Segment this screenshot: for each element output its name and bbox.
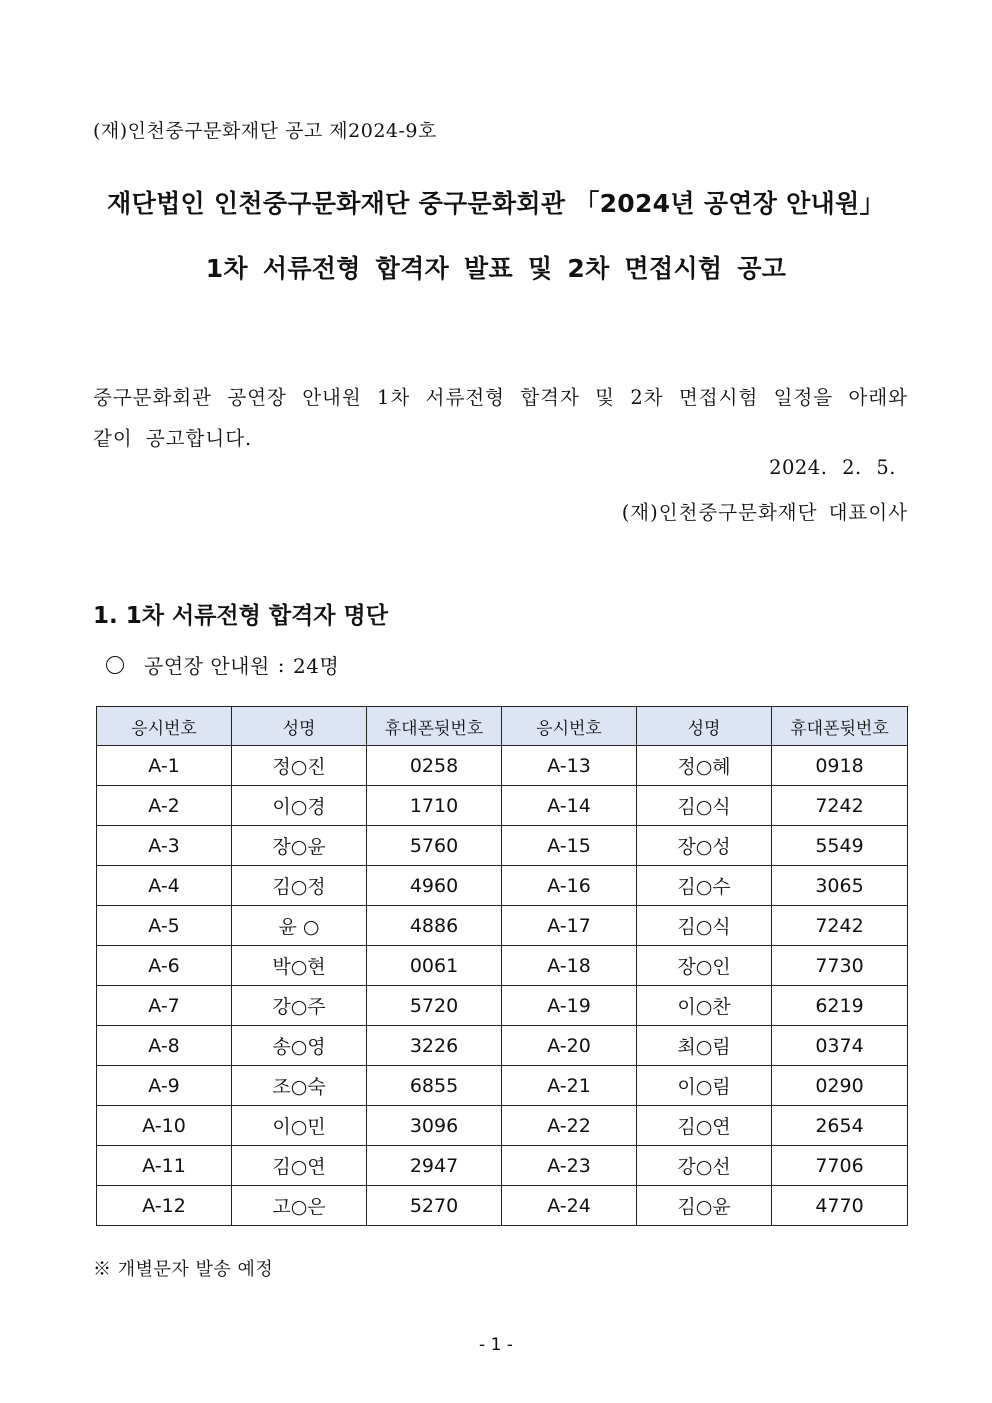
cell-exam-number: A-12 (97, 1186, 232, 1226)
cell-exam-number: A-5 (97, 906, 232, 946)
cell-exam-number: A-20 (502, 1026, 637, 1066)
table-row (97, 786, 908, 826)
position-line (106, 650, 339, 679)
cell-exam-number: A-10 (97, 1106, 232, 1146)
table-row (97, 1186, 908, 1226)
cell-exam-number: A-17 (502, 906, 637, 946)
cell-phone-suffix: 0258 (367, 746, 502, 786)
table-row (97, 746, 908, 786)
cell-name: 조○숙 (232, 1066, 367, 1106)
cell-exam-number: A-1 (97, 746, 232, 786)
cell-exam-number: A-21 (502, 1066, 637, 1106)
cell-exam-number: A-2 (97, 786, 232, 826)
cell-phone-suffix: 0374 (772, 1026, 908, 1066)
circle-bullet-icon (106, 656, 124, 674)
cell-name: 김○윤 (637, 1186, 772, 1226)
cell-exam-number: A-6 (97, 946, 232, 986)
cell-exam-number: A-15 (502, 826, 637, 866)
cell-name: 최○림 (637, 1026, 772, 1066)
table-row (97, 946, 908, 986)
cell-name: 이○경 (232, 786, 367, 826)
cell-name: 이○림 (637, 1066, 772, 1106)
cell-phone-suffix: 2947 (367, 1146, 502, 1186)
cell-phone-suffix: 4886 (367, 906, 502, 946)
cell-phone-suffix: 5270 (367, 1186, 502, 1226)
cell-exam-number: A-13 (502, 746, 637, 786)
table-row (97, 1026, 908, 1066)
cell-name: 김○정 (232, 866, 367, 906)
cell-exam-number: A-18 (502, 946, 637, 986)
cell-exam-number: A-4 (97, 866, 232, 906)
cell-exam-number: A-7 (97, 986, 232, 1026)
position-count: 24명 (293, 654, 340, 678)
column-header-exam-number: 응시번호 (97, 707, 232, 746)
column-header-exam-number: 응시번호 (502, 707, 637, 746)
column-header-name: 성명 (637, 707, 772, 746)
cell-exam-number: A-24 (502, 1186, 637, 1226)
page-subtitle: 1차 서류전형 합격자 발표 및 2차 면접시험 공고 (205, 254, 787, 283)
cell-name: 김○연 (232, 1146, 367, 1186)
cell-phone-suffix: 4770 (772, 1186, 908, 1226)
notice-date: 2024. 2. 5. (769, 456, 896, 479)
cell-phone-suffix: 4960 (367, 866, 502, 906)
cell-name: 이○민 (232, 1106, 367, 1146)
cell-exam-number: A-22 (502, 1106, 637, 1146)
cell-name: 강○주 (232, 986, 367, 1026)
cell-name: 장○윤 (232, 826, 367, 866)
cell-phone-suffix: 0290 (772, 1066, 908, 1106)
applicant-table (96, 706, 908, 1226)
column-header-name: 성명 (232, 707, 367, 746)
signer: (재)인천중구문화재단 대표이사 (621, 501, 908, 524)
position-separator: : (277, 652, 286, 677)
cell-phone-suffix: 6855 (367, 1066, 502, 1106)
table-row (97, 866, 908, 906)
cell-name: 고○은 (232, 1186, 367, 1226)
cell-name: 김○수 (637, 866, 772, 906)
footnote: ※ 개별문자 발송 예정 (93, 1259, 274, 1280)
cell-phone-suffix: 0918 (772, 746, 908, 786)
cell-phone-suffix: 6219 (772, 986, 908, 1026)
cell-phone-suffix: 5549 (772, 826, 908, 866)
cell-exam-number: A-19 (502, 986, 637, 1026)
table-row (97, 986, 908, 1026)
cell-name: 장○성 (637, 826, 772, 866)
cell-name: 박○현 (232, 946, 367, 986)
cell-name: 정○진 (232, 746, 367, 786)
section-title: 1. 1차 서류전형 합격자 명단 (93, 603, 388, 629)
cell-phone-suffix: 3096 (367, 1106, 502, 1146)
cell-name: 윤 ○ (232, 906, 367, 946)
cell-phone-suffix: 7730 (772, 946, 908, 986)
cell-name: 김○식 (637, 786, 772, 826)
intro-paragraph: 중구문화회관 공연장 안내원 1차 서류전형 합격자 및 2차 면접시험 일정을 아래와 같이 공고합니다. (93, 386, 908, 450)
cell-exam-number: A-9 (97, 1066, 232, 1106)
cell-phone-suffix: 3065 (772, 866, 908, 906)
cell-name: 장○인 (637, 946, 772, 986)
cell-phone-suffix: 3226 (367, 1026, 502, 1066)
position-label: 공연장 안내원 (144, 654, 270, 678)
page-title: 재단법인 인천중구문화재단 중구문화회관 「2024년 공연장 안내원」 (107, 189, 885, 218)
cell-phone-suffix: 7242 (772, 906, 908, 946)
cell-name: 이○찬 (637, 986, 772, 1026)
notice-number: (재)인천중구문화재단 공고 제2024-9호 (93, 120, 437, 142)
table-row (97, 1146, 908, 1186)
cell-phone-suffix: 0061 (367, 946, 502, 986)
cell-phone-suffix: 5760 (367, 826, 502, 866)
table-row (97, 1066, 908, 1106)
cell-phone-suffix: 7706 (772, 1146, 908, 1186)
cell-name: 강○선 (637, 1146, 772, 1186)
cell-exam-number: A-8 (97, 1026, 232, 1066)
cell-name: 김○식 (637, 906, 772, 946)
cell-phone-suffix: 2654 (772, 1106, 908, 1146)
table-row (97, 906, 908, 946)
cell-exam-number: A-14 (502, 786, 637, 826)
table-header-row (97, 707, 908, 746)
column-header-phone-suffix: 휴대폰뒷번호 (367, 707, 502, 746)
cell-exam-number: A-16 (502, 866, 637, 906)
cell-name: 김○연 (637, 1106, 772, 1146)
column-header-phone-suffix: 휴대폰뒷번호 (772, 707, 908, 746)
cell-phone-suffix: 7242 (772, 786, 908, 826)
table-row (97, 826, 908, 866)
cell-phone-suffix: 5720 (367, 986, 502, 1026)
table-row (97, 1106, 908, 1146)
cell-name: 송○영 (232, 1026, 367, 1066)
page-number: - 1 - (479, 1335, 513, 1355)
cell-phone-suffix: 1710 (367, 786, 502, 826)
cell-exam-number: A-3 (97, 826, 232, 866)
cell-exam-number: A-11 (97, 1146, 232, 1186)
cell-name: 정○혜 (637, 746, 772, 786)
cell-exam-number: A-23 (502, 1146, 637, 1186)
